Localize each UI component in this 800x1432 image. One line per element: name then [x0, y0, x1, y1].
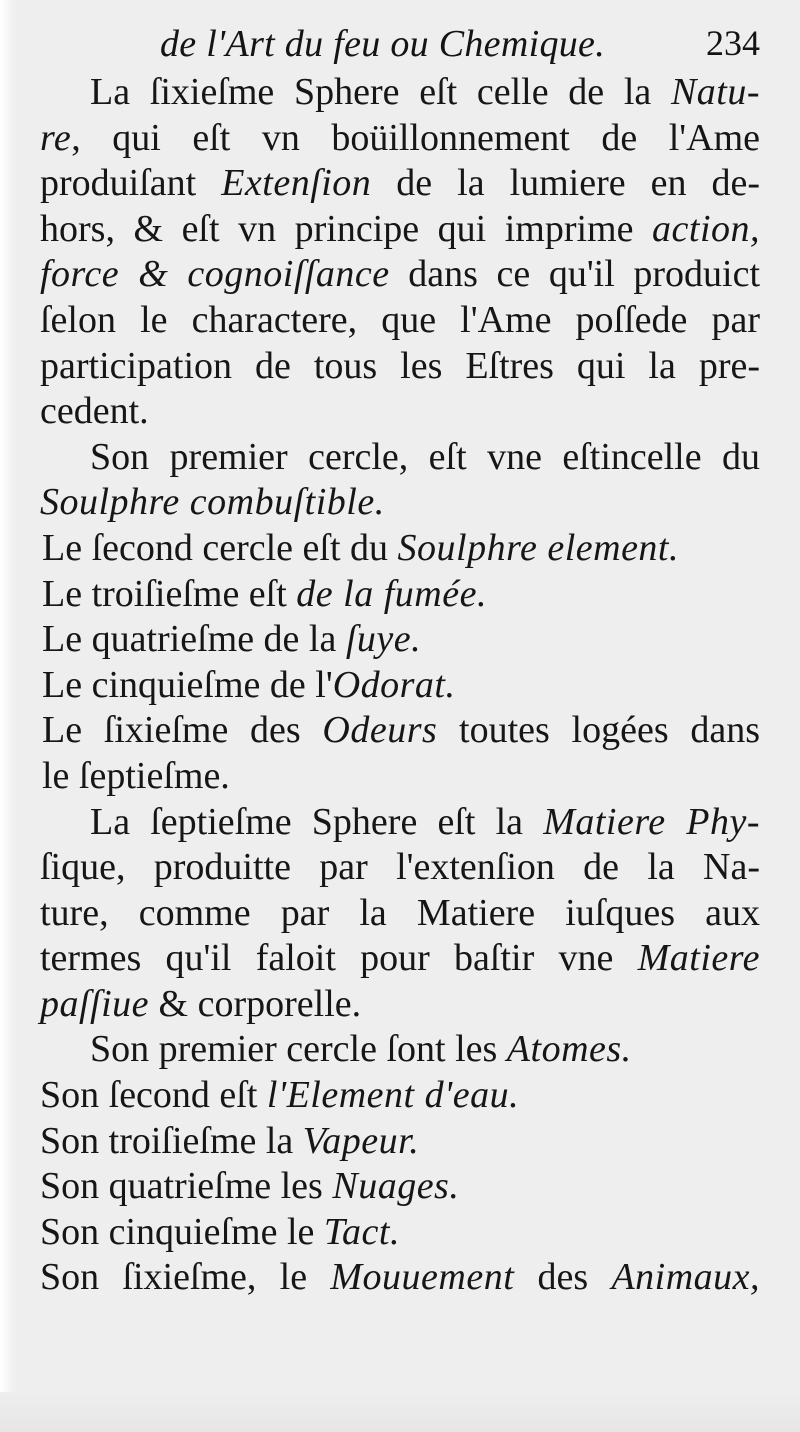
list-item [40, 708, 760, 754]
italic-term: Soulphre combuſtible. [40, 481, 385, 524]
italic-term: Odorat. [332, 663, 456, 706]
italic-term: Soulphre element. [397, 526, 679, 569]
text-span: Son premier cercle ſont les [90, 1028, 507, 1071]
list-item [40, 663, 760, 709]
italic-term: Vapeur. [302, 1119, 420, 1162]
text-span: Son ſixieſme, le [40, 1256, 331, 1299]
list-item [40, 1164, 760, 1210]
text-span: & corporelle. [149, 982, 362, 1025]
paragraph-seventh-sphere-nature [40, 70, 760, 435]
text-line: participation de tous les Eſtres qui la pre- [40, 344, 760, 387]
italic-term: Atomes. [506, 1028, 632, 1071]
italic-term: force & cognoiſſance [40, 253, 390, 296]
italic-term: re [40, 116, 72, 159]
list-item [40, 1073, 760, 1119]
page-number: 234 [706, 23, 760, 63]
page-bottom-margin [0, 1392, 800, 1432]
text-line: ture, comme par la Matiere iuſques aux [40, 891, 760, 934]
text-span: dans ce qu'il produict [389, 253, 760, 296]
paragraph-circles-matter [40, 1027, 760, 1301]
text-line: le ſeptieſme. [42, 754, 230, 797]
text-span: produiſant [40, 162, 222, 205]
text-line [40, 207, 760, 253]
text-span: toutes logées dans [437, 709, 760, 752]
text-line [40, 252, 760, 298]
text-line: ſique, produitte par l'extenſion de la Na- [40, 846, 760, 889]
paragraph-circles-sulphur [40, 435, 760, 800]
page-gutter-shadow [0, 0, 18, 1432]
text-span: La ſixieſme Sphere eſt celle de la [90, 71, 671, 113]
italic-term: Mouuement [330, 1256, 515, 1299]
list-item [40, 526, 760, 572]
text-span: Le quatrieſme de la [42, 618, 346, 661]
italic-term: Extenſion [221, 162, 372, 205]
italic-term: Animaux, [611, 1256, 761, 1299]
italic-term: Odeurs [322, 709, 438, 752]
text-span: Son troiſieſme la [40, 1119, 303, 1162]
paragraph-physical-matter [40, 800, 760, 1028]
text-line [40, 800, 760, 846]
text-line [40, 161, 760, 207]
text-span: Le ſecond cercle eſt du [42, 526, 398, 569]
text-span: , qui eſt vn boüillonnement de l'Ame [71, 116, 760, 159]
text-span: Le ſixieſme des [42, 709, 323, 752]
list-item [40, 1210, 760, 1256]
text-span: Son cinquieſme le [40, 1210, 324, 1253]
running-title: de l'Art du feu ou Chemique. [160, 23, 606, 65]
text-span: Le cinquieſme de l' [42, 663, 333, 706]
text-line [40, 982, 760, 1028]
text-span: Son ſecond eſt [40, 1074, 267, 1117]
text-line [40, 116, 760, 162]
list-item [40, 617, 760, 663]
text-span: hors, & eſt vn principe qui imprime [40, 207, 653, 250]
text-span: Le troiſieſme eſt [42, 572, 297, 615]
italic-term: Matiere [637, 937, 760, 980]
text-line: ſelon le charactere, que l'Ame poſſede par [40, 298, 760, 341]
italic-term: action, [652, 207, 760, 250]
italic-term: Nuages. [332, 1165, 460, 1208]
italic-term: de la fumée. [296, 572, 487, 615]
text-line: Son premier cercle, eſt vne eſtincelle du [90, 435, 760, 478]
italic-term: paſſiue [40, 982, 150, 1025]
text-span: des [514, 1256, 612, 1299]
text-span: termes qu'il faloit pour baſtir vne [40, 937, 638, 980]
italic-term: Natu- [670, 71, 760, 113]
italic-term: Matiere Phy- [543, 800, 760, 843]
text-line [40, 936, 760, 982]
page-header [150, 16, 760, 72]
italic-term: ſuye. [345, 618, 422, 661]
list-item [40, 1255, 760, 1301]
italic-term: l'Element d'eau. [266, 1074, 520, 1117]
text-span: La ſeptieſme Sphere eſt la [90, 800, 544, 843]
text-span: de la lumiere en de- [371, 162, 760, 205]
body-text [40, 70, 760, 1301]
text-line [40, 480, 760, 526]
text-line: cedent. [40, 390, 149, 433]
text-line [40, 70, 760, 116]
text-line [40, 1027, 760, 1073]
list-item [40, 1119, 760, 1165]
list-item [40, 572, 760, 618]
italic-term: Tact. [323, 1210, 400, 1253]
text-span: Son quatrieſme les [40, 1165, 333, 1208]
